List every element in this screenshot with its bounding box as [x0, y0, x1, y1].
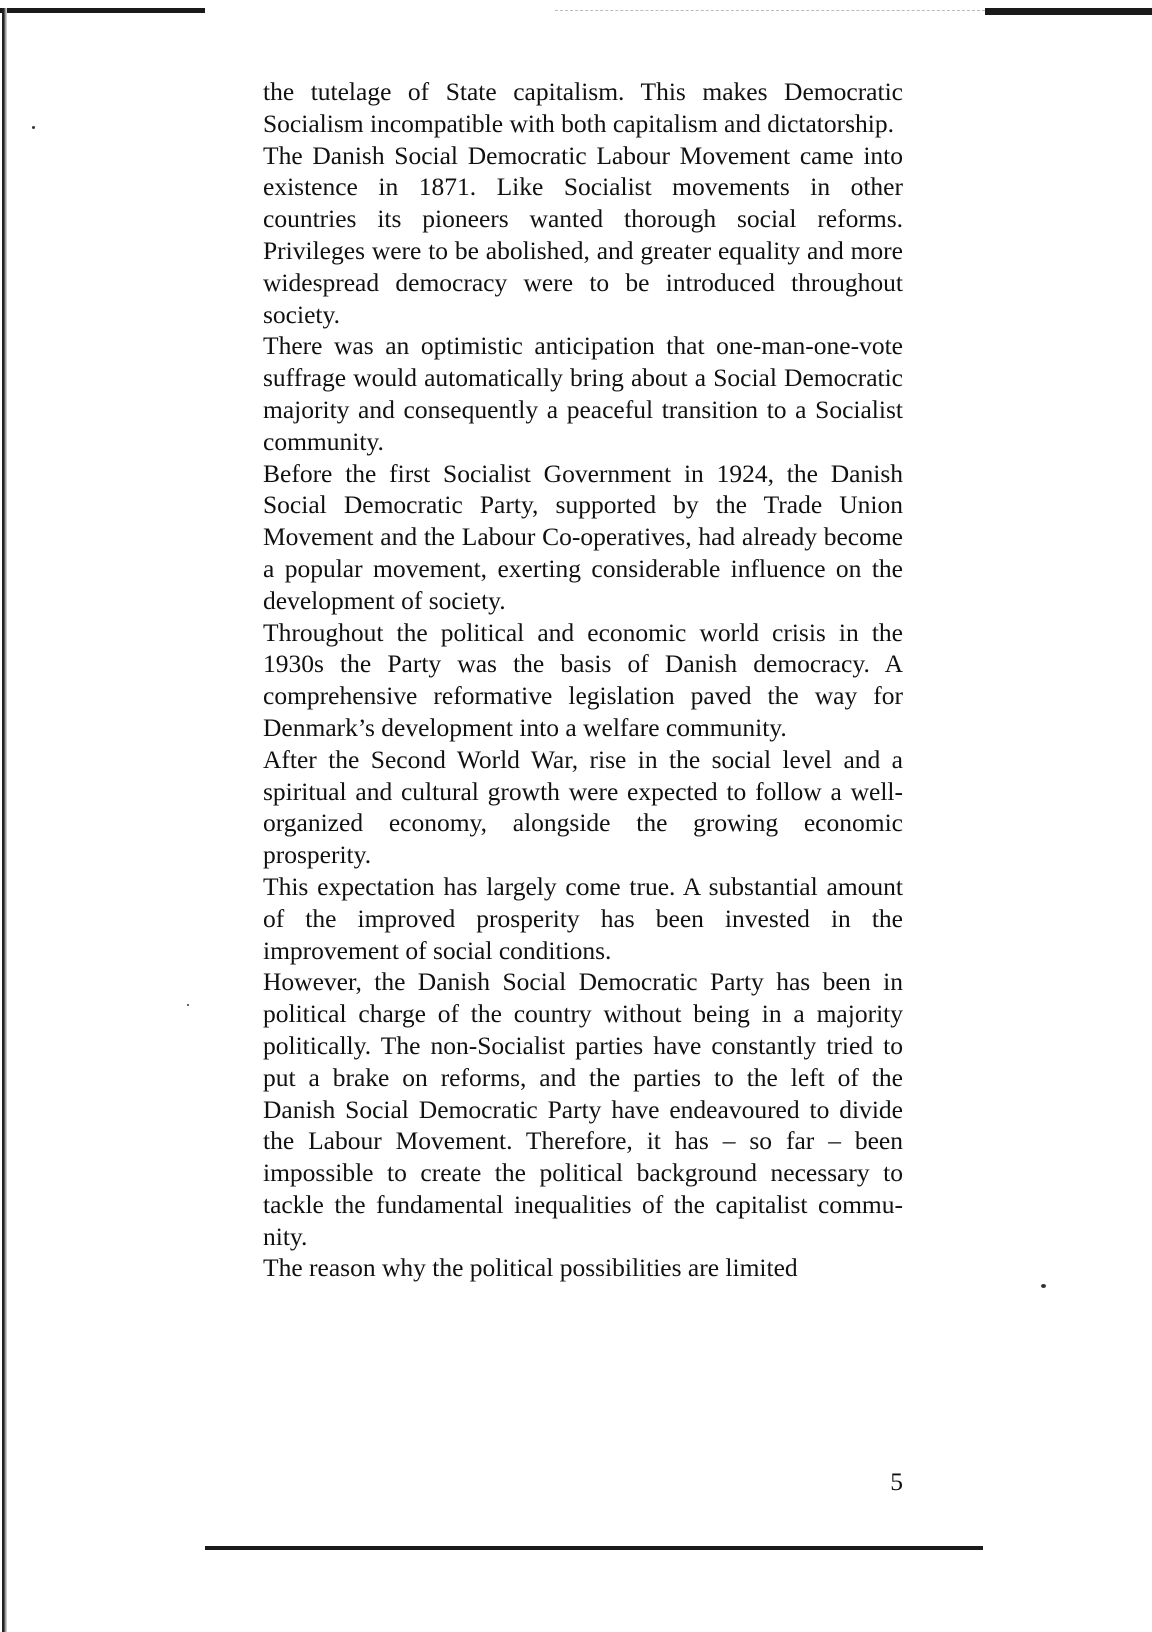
paragraph: There was an optimistic anticipation that one-man-one-vote suffrage would automatically bring about a Social Democratic majority and consequently a peaceful transition to a Socialist community. [263, 331, 903, 456]
page-number: 5 [890, 1467, 903, 1496]
paragraph: Before the first Socialist Government in 1924, the Danish Social Democratic Party, supported by the Trade Union Movement and the Labour Co-operatives, had already become a popular movement, exerting considerable influence on the development of society. [263, 458, 903, 615]
paragraph: However, the Danish Social Democratic Party has been in political charge of the country without being in a majority politically. The non-Socialist parties have constantly tried to put a brake on reforms, and the parties to the left of the Danish Social Democratic Party have endeavoured to divide the Labour Movement. Therefore, it has – so far – been impossible to create the political background necessary to tackle the fundamental inequalities of the capitalist community. [263, 967, 903, 1251]
scan-speck [1041, 1284, 1046, 1288]
paragraph: Throughout the political and economic world crisis in the 1930s the Party was the basis of Danish democracy. A comprehensive reformative legislation paved the way for Denmark’s development into a welfare community. [263, 617, 903, 742]
scan-border-top-right [985, 8, 1152, 15]
paragraph: The Danish Social Democratic Labour Movement came into existence in 1871. Like Socialist movements in other countries its pioneers wanted thorough social reforms. Privileges were to be abolished, and greater equality and more widespread democracy were to be introduced throughout society. [263, 140, 903, 329]
paragraph: After the Second World War, rise in the social level and a spiritual and cultural growth were expected to follow a well-organized economy, alongside the growing economic prosperity. [263, 744, 903, 870]
body-text [263, 76, 903, 1284]
scan-speck [187, 1004, 189, 1006]
scan-speck [32, 126, 35, 129]
scan-border-top-dashed [555, 10, 985, 11]
paragraph: This expectation has largely come true. A substantial amount of the improved prosperity has been invested in the improvement of social conditions. [263, 871, 903, 965]
scan-border-left [2, 8, 7, 1632]
paragraph: The reason why the political possibilities are limited [263, 1253, 798, 1283]
scan-border-top-left [0, 8, 205, 13]
paragraph: the tutelage of State capitalism. This makes Democratic Socialism incompatible with both capitalism and dictatorship. [263, 77, 903, 138]
bottom-rule [205, 1546, 983, 1550]
